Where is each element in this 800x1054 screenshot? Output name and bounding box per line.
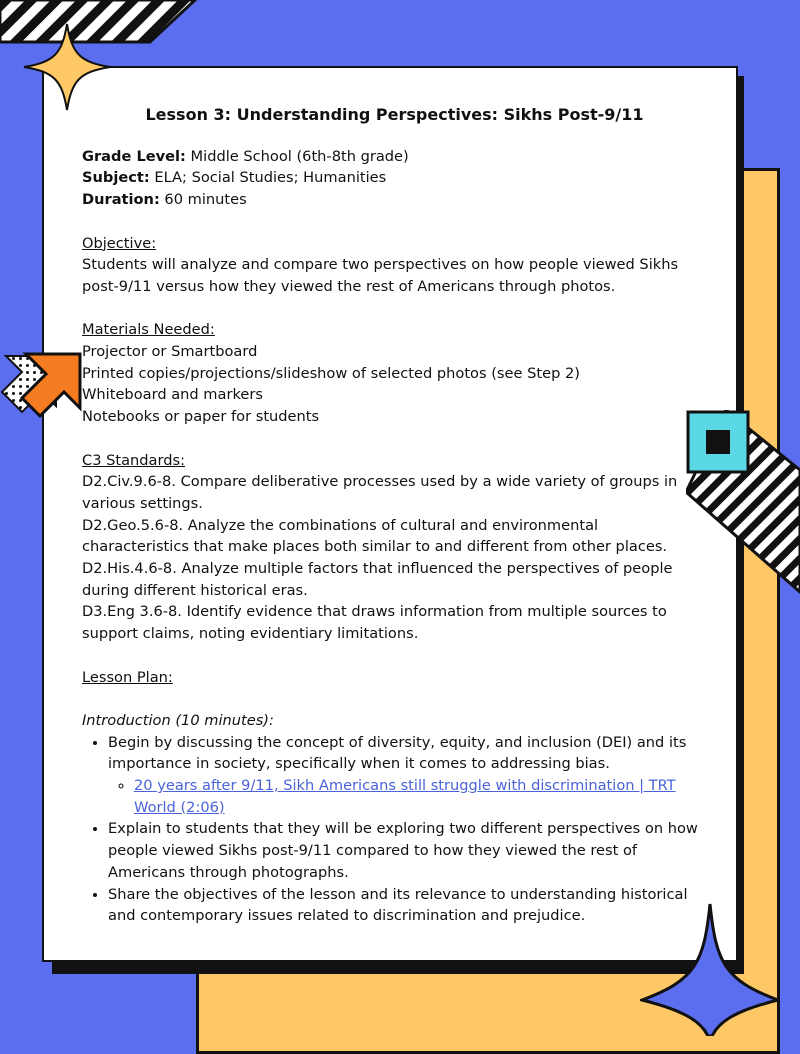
striped-bar-icon (686, 410, 800, 600)
materials-item: Whiteboard and markers (82, 386, 263, 404)
lesson-title: Lesson 3: Understanding Perspectives: Sikhs Post-9/11 (145, 105, 644, 124)
standard-item: D3.Eng 3.6-8. Identify evidence that draws information from multiple sources to support claims, noting evidentiary limitations. (82, 603, 667, 643)
list-item: • Share the objectives of the lesson and its relevance to understanding historical and contemporary issues related to discrimination and prejudice. (108, 884, 707, 927)
standard-item: D2.His.4.6-8. Analyze multiple factors that influenced the perspectives of people during different historical eras. (82, 560, 673, 599)
lesson-document (42, 66, 738, 962)
objective-text: Students will analyze and compare two perspectives on how people viewed Sikhs post-9/11 versus how they viewed the rest of Americans through photos. (82, 256, 679, 295)
lesson-plan-heading: Lesson Plan: (82, 668, 173, 686)
introduction-heading: Introduction (10 minutes): (82, 711, 274, 729)
grade-level-line: Grade Level: Middle School (6th-8th grade) (82, 147, 409, 165)
standard-item: D2.Civ.9.6-8. Compare deliberative processes used by a wide variety of groups in various settings. (82, 473, 678, 512)
materials-item: Projector or Smartboard (82, 343, 258, 360)
list-item (134, 775, 707, 818)
introduction-list (82, 732, 707, 927)
standards-heading: C3 Standards: (82, 451, 186, 469)
arrow-icon (0, 336, 90, 422)
materials-item: Printed copies/projections/slideshow of selected photos (see Step 2) (82, 364, 580, 382)
standard-item: D2.Geo.5.6-8. Analyze the combinations of cultural and environmental characteristics that make places both similar to and different from other places. (82, 516, 668, 556)
video-link[interactable]: 20 years after 9/11, Sikh Americans still struggle with discrimination | TRT World (2:06) (134, 777, 676, 816)
duration-line: Duration: 60 minutes (82, 191, 247, 209)
materials-heading: Materials Needed: (82, 321, 215, 339)
objective-heading: Objective: (82, 234, 157, 252)
subject-line: Subject: ELA; Social Studies; Humanities (82, 169, 387, 187)
list-item: • Begin by discussing the concept of diversity, equity, and inclusion (DEI) and its importance in society, specifically when it comes to addressing bias. ◦ 20 years after 9/11, Sikh Americans still struggle with discrimination | TRT World (2:06) (108, 732, 707, 819)
blue-star-icon (640, 900, 780, 1036)
materials-item: Notebooks or paper for students (82, 408, 320, 426)
four-point-star-icon (22, 22, 112, 112)
list-item: • Explain to students that they will be exploring two different perspectives on how people viewed Sikhs post-9/11 compared to how they viewed the rest of Americans through photographs. (108, 818, 707, 883)
